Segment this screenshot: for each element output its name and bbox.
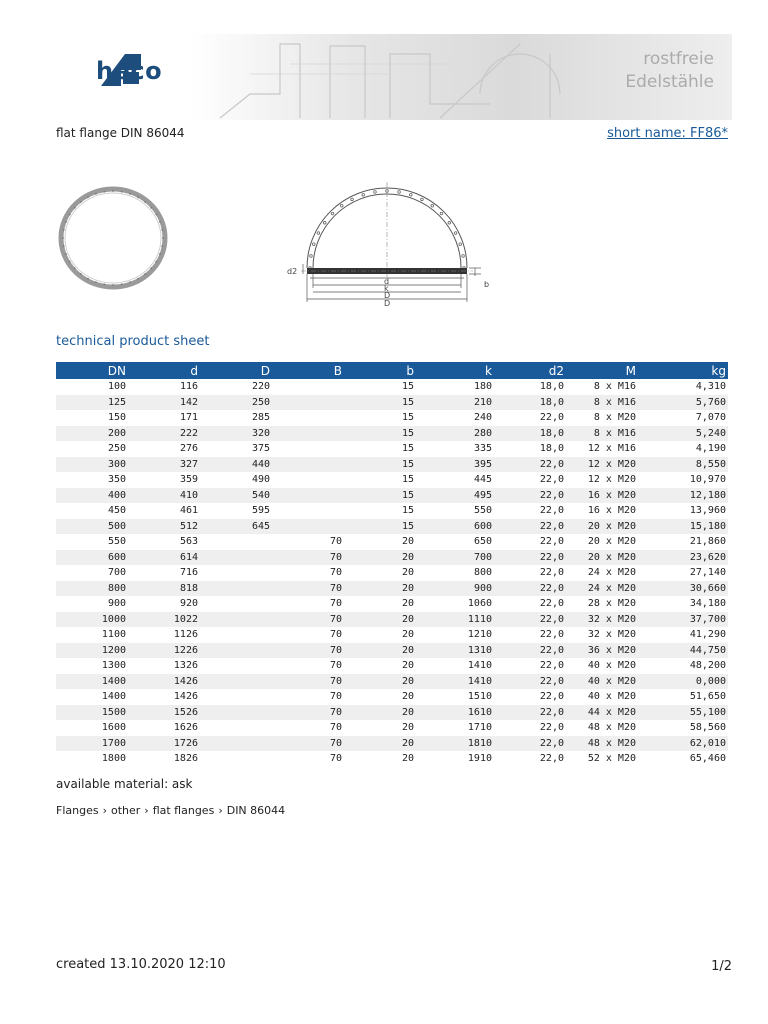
table-cell-dn: 900 bbox=[107, 598, 126, 610]
table-cell-d: 512 bbox=[128, 519, 200, 535]
table-cell-dn: 1500 bbox=[56, 705, 128, 721]
table-cell-m: 48 x M20 bbox=[566, 736, 638, 752]
table-cell-kg: 4,310 bbox=[695, 381, 726, 393]
table-cell-kg: 7,070 bbox=[695, 412, 726, 424]
table-cell-b: 15 bbox=[401, 474, 414, 486]
table-cell-m: 8 x M20 bbox=[593, 412, 636, 424]
table-cell-kg: 5,760 bbox=[638, 395, 728, 411]
column-header-m: M bbox=[566, 362, 638, 379]
available-material: available material: ask bbox=[56, 777, 193, 791]
table-cell-d2: 22,0 bbox=[494, 488, 566, 504]
table-cell-d2: 22,0 bbox=[494, 519, 566, 535]
table-cell-d: 1126 bbox=[173, 629, 198, 641]
breadcrumb-item[interactable]: flat flanges bbox=[152, 804, 215, 817]
table-cell-k: 1610 bbox=[416, 705, 494, 721]
table-cell-b: 15 bbox=[401, 412, 414, 424]
table-cell-b: 70 bbox=[272, 736, 344, 752]
table-header-row bbox=[56, 362, 728, 379]
table-cell-b: 20 bbox=[401, 691, 414, 703]
table-cell-d2: 22,0 bbox=[494, 674, 566, 690]
table-cell-b: 70 bbox=[272, 612, 344, 628]
table-cell-b: 20 bbox=[401, 598, 414, 610]
table-cell-d bbox=[200, 565, 272, 581]
table-cell-k: 1410 bbox=[416, 674, 494, 690]
table-cell-d: 410 bbox=[128, 488, 200, 504]
table-cell-kg: 37,700 bbox=[638, 612, 728, 628]
label-d: d bbox=[384, 277, 390, 286]
table-cell-d: 375 bbox=[251, 443, 270, 455]
table-row bbox=[56, 441, 728, 457]
table-row bbox=[56, 596, 728, 612]
table-cell-b: 20 bbox=[344, 705, 416, 721]
table-cell-k: 550 bbox=[473, 505, 492, 517]
table-cell-b bbox=[272, 519, 344, 535]
table-cell-d: 440 bbox=[200, 457, 272, 473]
table-cell-kg: 41,290 bbox=[689, 629, 726, 641]
table-cell-d: 1426 bbox=[173, 691, 198, 703]
table-cell-b: 20 bbox=[401, 567, 414, 579]
table-cell-d bbox=[200, 612, 272, 628]
table-cell-m: 24 x M20 bbox=[566, 581, 638, 597]
table-cell-kg: 27,140 bbox=[689, 567, 726, 579]
label-D: D bbox=[384, 299, 391, 308]
table-cell-b: 15 bbox=[401, 505, 414, 517]
table-cell-d bbox=[200, 627, 272, 643]
table-row bbox=[56, 705, 728, 721]
page-number: 1/2 bbox=[711, 959, 732, 974]
column-header-b: b bbox=[344, 362, 416, 379]
table-row bbox=[56, 751, 728, 767]
table-row bbox=[56, 720, 728, 736]
table-cell-dn: 400 bbox=[56, 488, 128, 504]
table-cell-m: 40 x M20 bbox=[587, 660, 636, 672]
table-cell-kg: 8,550 bbox=[638, 457, 728, 473]
table-cell-dn: 800 bbox=[56, 581, 128, 597]
product-name: flat flange DIN 86044 bbox=[56, 126, 185, 140]
table-cell-k: 900 bbox=[416, 581, 494, 597]
table-cell-d: 220 bbox=[251, 381, 270, 393]
table-cell-d2: 18,0 bbox=[494, 426, 566, 442]
table-cell-d2: 22,0 bbox=[539, 474, 564, 486]
table-cell-kg: 65,460 bbox=[689, 753, 726, 765]
column-header-kg: kg bbox=[638, 362, 728, 379]
table-cell-k: 800 bbox=[473, 567, 492, 579]
table-cell-dn: 150 bbox=[107, 412, 126, 424]
table-cell-d: 645 bbox=[200, 519, 272, 535]
table-cell-dn: 1400 bbox=[101, 691, 126, 703]
table-cell-m: 44 x M20 bbox=[566, 705, 638, 721]
column-header-dn: DN bbox=[56, 362, 128, 379]
table-cell-kg: 34,180 bbox=[689, 598, 726, 610]
table-cell-d: 614 bbox=[128, 550, 200, 566]
table-cell-k: 700 bbox=[416, 550, 494, 566]
table-cell-d: 1726 bbox=[128, 736, 200, 752]
table-cell-d bbox=[200, 736, 272, 752]
table-cell-b: 15 bbox=[401, 381, 414, 393]
table-cell-k: 1110 bbox=[416, 612, 494, 628]
table-cell-kg: 62,010 bbox=[638, 736, 728, 752]
table-cell-d2: 22,0 bbox=[539, 753, 564, 765]
table-row bbox=[56, 410, 728, 426]
table-cell-d bbox=[200, 581, 272, 597]
table-cell-m: 8 x M16 bbox=[593, 381, 636, 393]
column-header-b: B bbox=[272, 362, 344, 379]
breadcrumb-item[interactable]: Flanges bbox=[56, 804, 99, 817]
table-cell-d: 359 bbox=[179, 474, 198, 486]
breadcrumb-separator: › bbox=[102, 804, 107, 817]
table-cell-d: 250 bbox=[200, 395, 272, 411]
table-cell-dn: 125 bbox=[56, 395, 128, 411]
table-cell-b: 15 bbox=[344, 395, 416, 411]
table-cell-m: 20 x M20 bbox=[566, 519, 638, 535]
table-cell-d: 142 bbox=[128, 395, 200, 411]
column-header-d: D bbox=[200, 362, 272, 379]
table-cell-k: 1410 bbox=[467, 660, 492, 672]
table-cell-b: 20 bbox=[344, 550, 416, 566]
table-cell-d: 1226 bbox=[128, 643, 200, 659]
table-row bbox=[56, 457, 728, 473]
table-cell-dn: 1200 bbox=[56, 643, 128, 659]
table-cell-d2: 18,0 bbox=[539, 443, 564, 455]
table-cell-d: 1826 bbox=[173, 753, 198, 765]
table-cell-d2: 22,0 bbox=[539, 505, 564, 517]
created-timestamp: created 13.10.2020 12:10 bbox=[56, 957, 226, 972]
table-cell-b: 70 bbox=[329, 567, 342, 579]
flange-technical-drawing bbox=[285, 178, 495, 310]
table-cell-kg: 12,180 bbox=[638, 488, 728, 504]
table-cell-m: 32 x M20 bbox=[566, 612, 638, 628]
table-cell-m: 36 x M20 bbox=[566, 643, 638, 659]
table-cell-k: 495 bbox=[416, 488, 494, 504]
table-cell-b: 70 bbox=[272, 674, 344, 690]
column-header-k: k bbox=[416, 362, 494, 379]
table-cell-kg: 10,970 bbox=[689, 474, 726, 486]
table-row bbox=[56, 565, 728, 581]
table-cell-dn: 250 bbox=[107, 443, 126, 455]
table-cell-kg: 23,620 bbox=[638, 550, 728, 566]
table-cell-d: 116 bbox=[179, 381, 198, 393]
table-cell-b: 20 bbox=[344, 643, 416, 659]
table-cell-b: 70 bbox=[272, 581, 344, 597]
table-cell-kg: 48,200 bbox=[689, 660, 726, 672]
table-cell-d: 320 bbox=[200, 426, 272, 442]
label-d2: d2 bbox=[287, 267, 298, 276]
table-row bbox=[56, 658, 728, 674]
table-cell-b bbox=[272, 457, 344, 473]
table-cell-b: 70 bbox=[329, 598, 342, 610]
table-cell-d2: 18,0 bbox=[494, 395, 566, 411]
table-cell-d bbox=[200, 720, 272, 736]
flange-ring-image bbox=[58, 186, 168, 290]
table-cell-k: 395 bbox=[416, 457, 494, 473]
table-row bbox=[56, 627, 728, 643]
table-cell-m: 12 x M20 bbox=[566, 457, 638, 473]
table-cell-b: 70 bbox=[329, 753, 342, 765]
table-cell-d2: 22,0 bbox=[539, 567, 564, 579]
table-cell-k: 650 bbox=[473, 536, 492, 548]
table-cell-b: 70 bbox=[272, 550, 344, 566]
table-cell-kg: 5,240 bbox=[638, 426, 728, 442]
table-cell-d2: 22,0 bbox=[539, 629, 564, 641]
table-cell-d: 595 bbox=[251, 505, 270, 517]
table-cell-b: 20 bbox=[344, 736, 416, 752]
table-cell-d2: 22,0 bbox=[494, 550, 566, 566]
table-cell-dn: 1700 bbox=[56, 736, 128, 752]
table-cell-dn: 500 bbox=[56, 519, 128, 535]
table-cell-dn: 1400 bbox=[56, 674, 128, 690]
table-cell-d: 222 bbox=[128, 426, 200, 442]
table-cell-b: 20 bbox=[344, 674, 416, 690]
table-cell-dn: 600 bbox=[56, 550, 128, 566]
table-row bbox=[56, 519, 728, 535]
table-cell-d bbox=[200, 658, 272, 674]
table-cell-d2: 22,0 bbox=[494, 736, 566, 752]
table-cell-d2: 22,0 bbox=[539, 691, 564, 703]
table-row bbox=[56, 550, 728, 566]
table-cell-d: 1326 bbox=[173, 660, 198, 672]
table-cell-dn: 100 bbox=[107, 381, 126, 393]
table-cell-b: 20 bbox=[344, 612, 416, 628]
table-cell-kg: 55,100 bbox=[638, 705, 728, 721]
table-row bbox=[56, 581, 728, 597]
table-cell-d2: 18,0 bbox=[539, 381, 564, 393]
breadcrumb-item[interactable]: DIN 86044 bbox=[226, 804, 286, 817]
table-cell-m: 20 x M20 bbox=[587, 536, 636, 548]
table-cell-dn: 1800 bbox=[101, 753, 126, 765]
table-cell-b bbox=[272, 426, 344, 442]
table-cell-m: 48 x M20 bbox=[587, 722, 636, 734]
table-cell-d bbox=[200, 534, 272, 550]
table-cell-b: 70 bbox=[329, 536, 342, 548]
table-cell-d: 490 bbox=[251, 474, 270, 486]
table-row bbox=[56, 612, 728, 628]
table-cell-d2: 22,0 bbox=[539, 660, 564, 672]
table-cell-b: 20 bbox=[401, 722, 414, 734]
table-cell-b: 70 bbox=[329, 660, 342, 672]
table-cell-d: 327 bbox=[128, 457, 200, 473]
table-cell-b: 15 bbox=[344, 519, 416, 535]
table-cell-d bbox=[200, 550, 272, 566]
table-cell-k: 180 bbox=[473, 381, 492, 393]
table-cell-dn: 300 bbox=[56, 457, 128, 473]
table-cell-d2: 22,0 bbox=[494, 705, 566, 721]
table-cell-m: 16 x M20 bbox=[566, 488, 638, 504]
table-cell-d2: 22,0 bbox=[539, 722, 564, 734]
table-cell-m: 40 x M20 bbox=[587, 691, 636, 703]
column-header-d: d bbox=[128, 362, 200, 379]
table-cell-d bbox=[200, 751, 272, 767]
table-body bbox=[56, 379, 728, 767]
table-cell-b bbox=[272, 441, 344, 457]
table-cell-dn: 550 bbox=[107, 536, 126, 548]
table-cell-b: 15 bbox=[344, 426, 416, 442]
specs-table bbox=[56, 362, 728, 767]
table-cell-dn: 450 bbox=[107, 505, 126, 517]
table-cell-d: 171 bbox=[179, 412, 198, 424]
breadcrumb-separator: › bbox=[144, 804, 149, 817]
table-cell-d2: 22,0 bbox=[494, 612, 566, 628]
table-cell-b bbox=[272, 488, 344, 504]
table-cell-dn: 1100 bbox=[101, 629, 126, 641]
table-cell-b: 20 bbox=[401, 660, 414, 672]
table-cell-b: 20 bbox=[344, 581, 416, 597]
table-row bbox=[56, 426, 728, 442]
label-b: b bbox=[484, 280, 490, 289]
table-cell-m: 12 x M20 bbox=[587, 474, 636, 486]
breadcrumb-item[interactable]: other bbox=[110, 804, 141, 817]
table-cell-m: 32 x M20 bbox=[587, 629, 636, 641]
table-cell-k: 280 bbox=[416, 426, 494, 442]
table-cell-k: 445 bbox=[473, 474, 492, 486]
table-cell-d: 1626 bbox=[173, 722, 198, 734]
table-cell-b: 70 bbox=[329, 722, 342, 734]
table-cell-m: 24 x M20 bbox=[587, 567, 636, 579]
table-cell-kg: 21,860 bbox=[689, 536, 726, 548]
table-cell-b bbox=[272, 379, 344, 395]
table-cell-d bbox=[200, 596, 272, 612]
table-cell-k: 1710 bbox=[467, 722, 492, 734]
table-cell-d2: 22,0 bbox=[539, 412, 564, 424]
table-cell-dn: 1600 bbox=[101, 722, 126, 734]
table-cell-k: 210 bbox=[416, 395, 494, 411]
table-cell-d2: 22,0 bbox=[494, 457, 566, 473]
table-cell-k: 1310 bbox=[416, 643, 494, 659]
table-cell-b: 15 bbox=[344, 488, 416, 504]
label-k: k bbox=[384, 284, 389, 293]
table-cell-d: 716 bbox=[179, 567, 198, 579]
table-row bbox=[56, 643, 728, 659]
table-cell-d: 1022 bbox=[128, 612, 200, 628]
table-cell-m: 16 x M20 bbox=[587, 505, 636, 517]
label-D-small: D bbox=[384, 291, 391, 300]
table-cell-dn: 700 bbox=[107, 567, 126, 579]
table-cell-kg: 58,560 bbox=[689, 722, 726, 734]
table-cell-m: 28 x M20 bbox=[587, 598, 636, 610]
banner-slogan bbox=[625, 48, 714, 94]
table-cell-d: 540 bbox=[200, 488, 272, 504]
table-row bbox=[56, 503, 728, 519]
table-cell-b: 70 bbox=[272, 643, 344, 659]
table-row bbox=[56, 689, 728, 705]
table-cell-b: 70 bbox=[329, 691, 342, 703]
table-cell-k: 1060 bbox=[467, 598, 492, 610]
column-header-d2: d2 bbox=[494, 362, 566, 379]
table-cell-b: 20 bbox=[401, 536, 414, 548]
table-cell-m: 20 x M20 bbox=[566, 550, 638, 566]
table-cell-kg: 15,180 bbox=[638, 519, 728, 535]
table-cell-d bbox=[200, 643, 272, 659]
short-name-link[interactable]: short name: FF86* bbox=[607, 126, 728, 141]
table-row bbox=[56, 736, 728, 752]
table-cell-dn: 200 bbox=[56, 426, 128, 442]
table-cell-b: 15 bbox=[344, 457, 416, 473]
brand-name: heco bbox=[96, 57, 163, 85]
table-cell-k: 600 bbox=[416, 519, 494, 535]
table-cell-d: 920 bbox=[179, 598, 198, 610]
table-cell-m: 52 x M20 bbox=[587, 753, 636, 765]
table-cell-b: 70 bbox=[329, 629, 342, 641]
table-cell-b bbox=[272, 503, 344, 519]
table-cell-d: 461 bbox=[179, 505, 198, 517]
table-cell-b bbox=[272, 472, 344, 488]
table-cell-d: 563 bbox=[179, 536, 198, 548]
table-row bbox=[56, 534, 728, 550]
table-cell-kg: 51,650 bbox=[689, 691, 726, 703]
table-cell-k: 1210 bbox=[467, 629, 492, 641]
table-row bbox=[56, 379, 728, 395]
table-cell-dn: 1300 bbox=[101, 660, 126, 672]
table-cell-kg: 44,750 bbox=[638, 643, 728, 659]
table-cell-d: 818 bbox=[128, 581, 200, 597]
table-cell-kg: 4,190 bbox=[695, 443, 726, 455]
table-cell-d: 1426 bbox=[128, 674, 200, 690]
table-cell-d2: 22,0 bbox=[494, 581, 566, 597]
table-cell-kg: 0,000 bbox=[638, 674, 728, 690]
banner-line-2: Edelstähle bbox=[625, 72, 714, 92]
table-cell-b: 70 bbox=[272, 705, 344, 721]
table-row bbox=[56, 395, 728, 411]
table-cell-d bbox=[200, 674, 272, 690]
table-cell-d: 285 bbox=[251, 412, 270, 424]
table-cell-d2: 22,0 bbox=[539, 536, 564, 548]
banner-line-1: rostfreie bbox=[643, 49, 714, 69]
table-cell-b bbox=[272, 410, 344, 426]
table-cell-kg: 30,660 bbox=[638, 581, 728, 597]
table-cell-k: 335 bbox=[473, 443, 492, 455]
table-row bbox=[56, 472, 728, 488]
table-cell-d bbox=[200, 689, 272, 705]
table-cell-k: 240 bbox=[473, 412, 492, 424]
table-cell-d2: 22,0 bbox=[539, 598, 564, 610]
table-cell-dn: 350 bbox=[107, 474, 126, 486]
table-cell-k: 1510 bbox=[467, 691, 492, 703]
table-cell-m: 8 x M16 bbox=[566, 426, 638, 442]
table-row bbox=[56, 674, 728, 690]
table-cell-k: 1910 bbox=[467, 753, 492, 765]
header-banner bbox=[190, 34, 732, 120]
table-cell-m: 8 x M16 bbox=[566, 395, 638, 411]
table-cell-d bbox=[200, 705, 272, 721]
section-title: technical product sheet bbox=[56, 334, 210, 349]
table-cell-b: 15 bbox=[401, 443, 414, 455]
breadcrumb bbox=[56, 804, 285, 817]
table-cell-k: 1810 bbox=[416, 736, 494, 752]
breadcrumb-separator: › bbox=[218, 804, 223, 817]
table-cell-b: 20 bbox=[401, 753, 414, 765]
table-cell-d2: 22,0 bbox=[494, 643, 566, 659]
table-cell-dn: 1000 bbox=[56, 612, 128, 628]
table-cell-b bbox=[272, 395, 344, 411]
table-cell-m: 40 x M20 bbox=[566, 674, 638, 690]
table-cell-m: 12 x M16 bbox=[587, 443, 636, 455]
table-cell-d: 276 bbox=[179, 443, 198, 455]
table-cell-b: 20 bbox=[401, 629, 414, 641]
table-row bbox=[56, 488, 728, 504]
table-cell-d: 1526 bbox=[128, 705, 200, 721]
table-cell-kg: 13,960 bbox=[689, 505, 726, 517]
